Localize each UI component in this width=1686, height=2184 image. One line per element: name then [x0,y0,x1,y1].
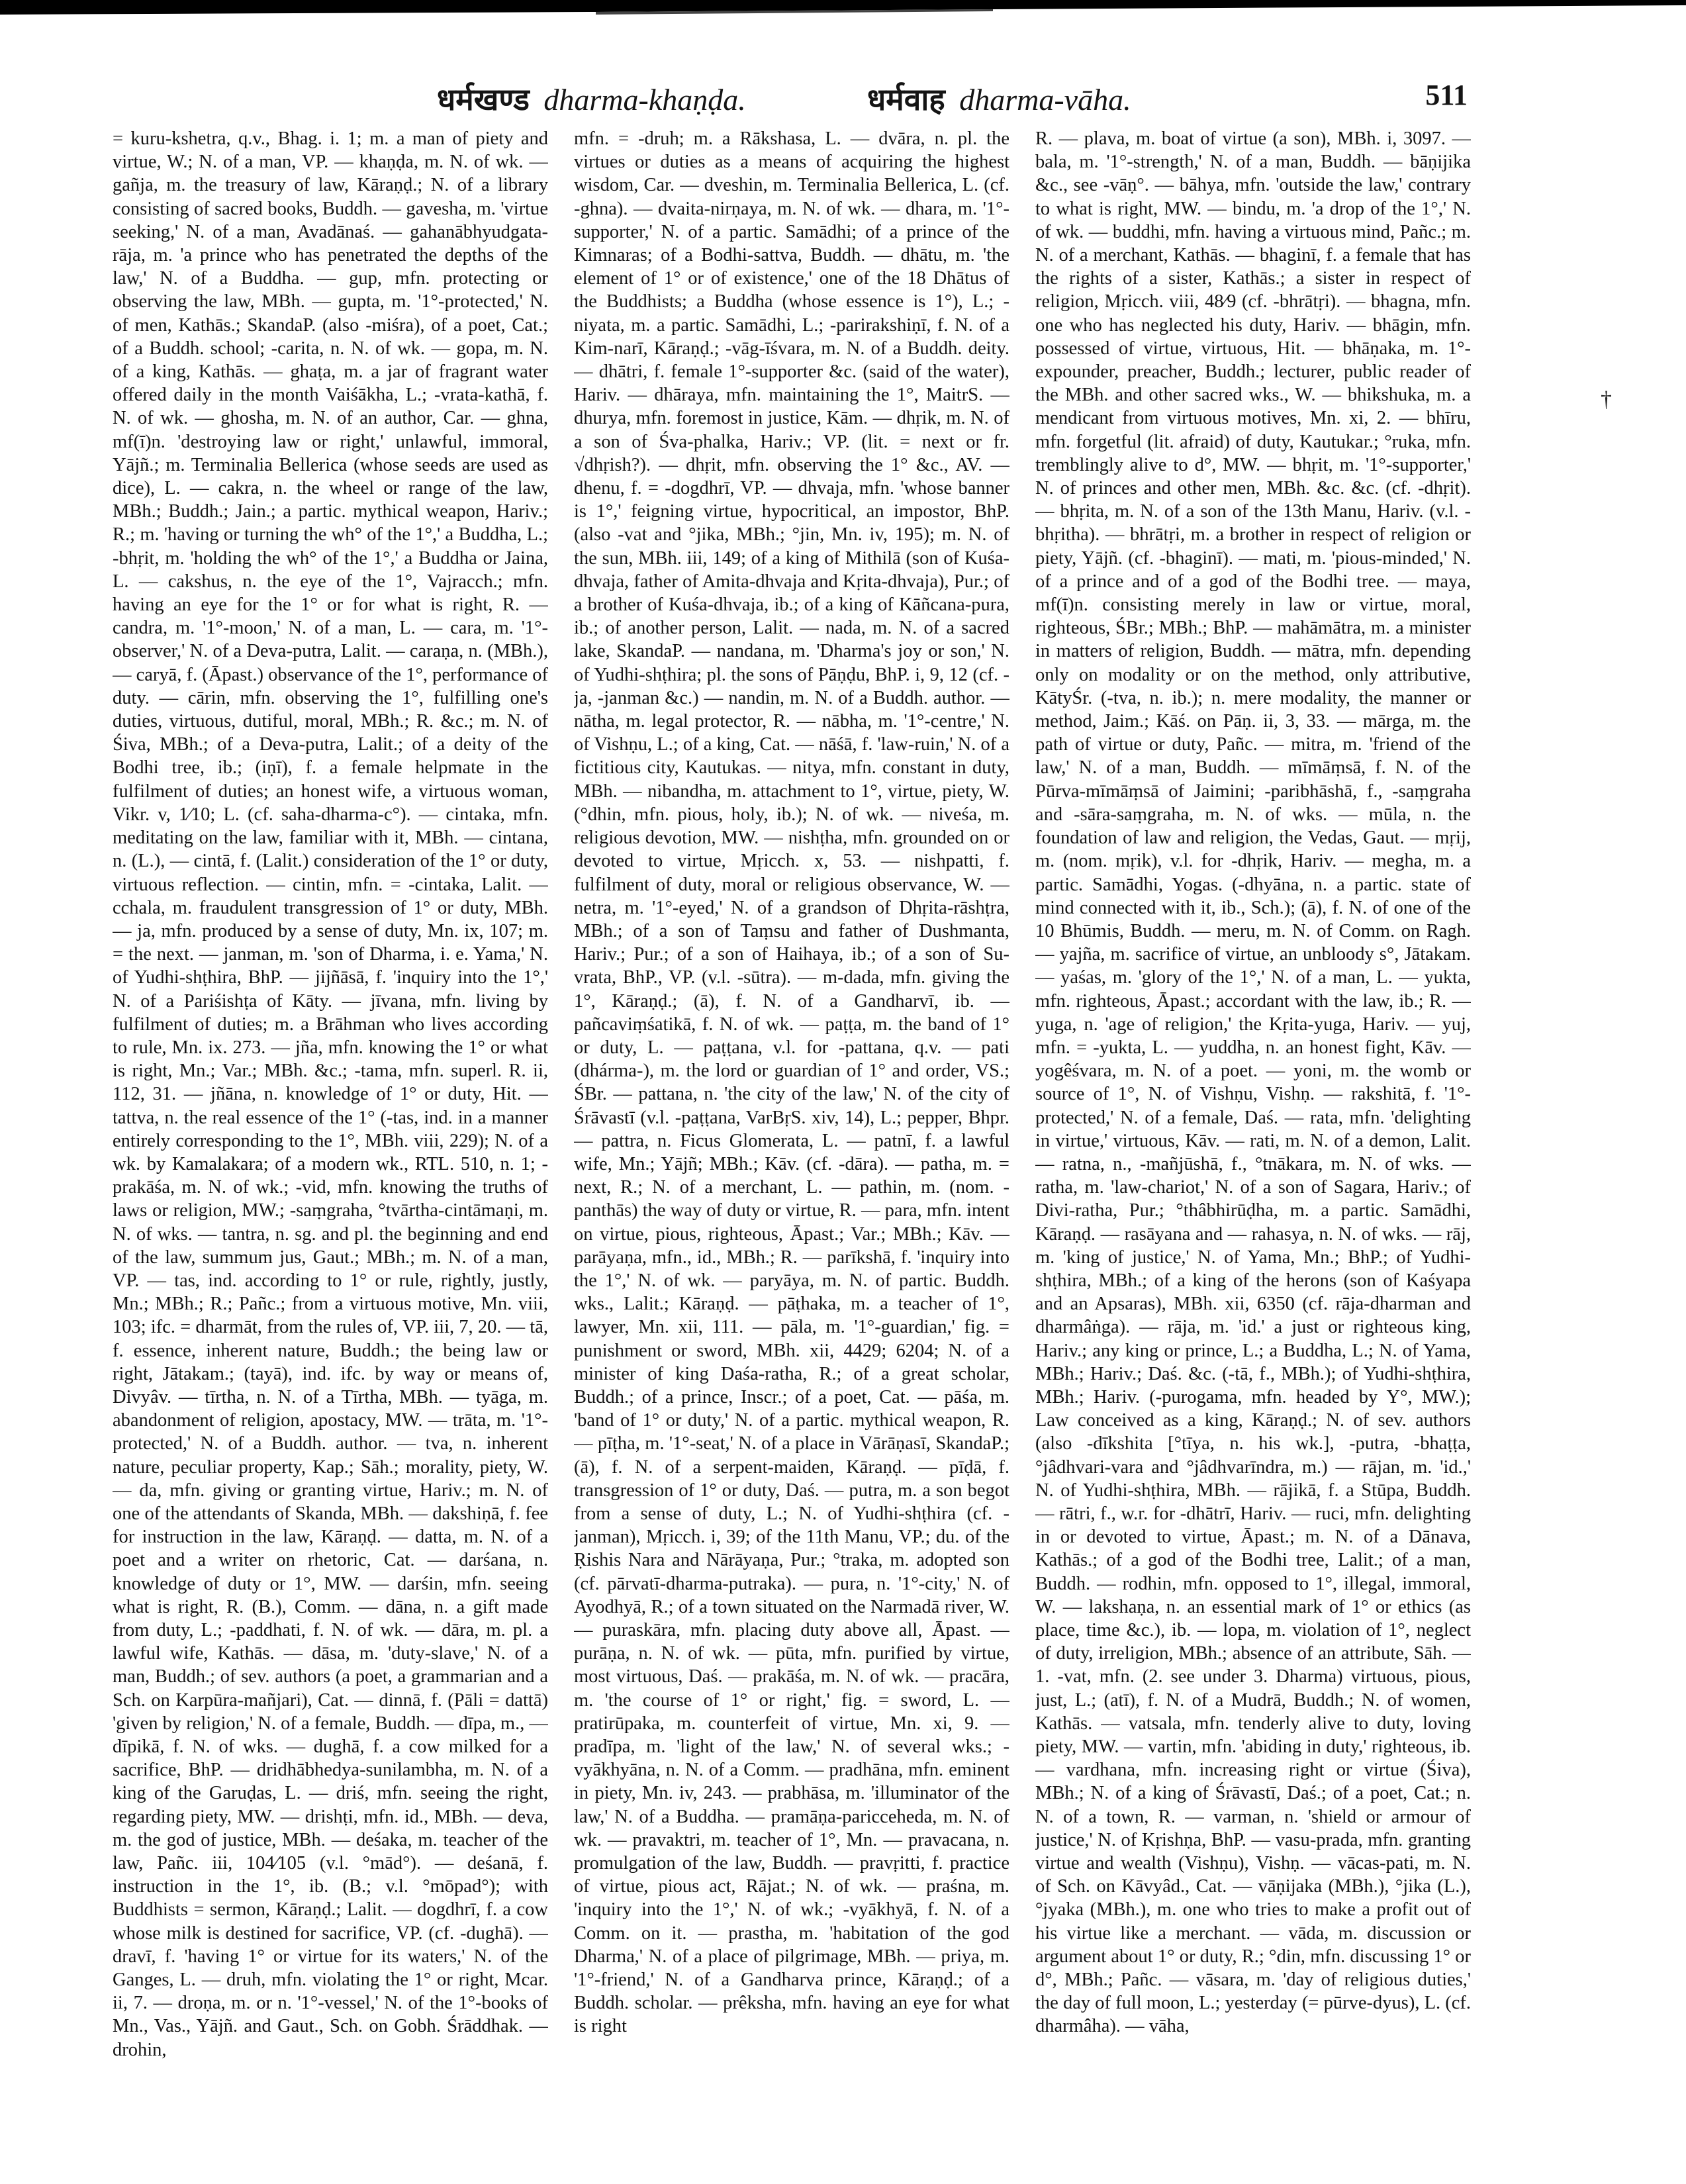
column-2 [574,127,1009,2163]
header-right-headword [867,78,1131,119]
header-left-title: dharma-khaṇḍa. [543,83,746,117]
column-1-text: = kuru-kshetra, q.v., Bhag. i. 1; m. a man of piety and virtue, W.; N. of a man, VP. — khaṇḍa, m. N. of wk. — gañja, m. the treasury of law, Kāraṇḍ.; N. of a library consisting of sacred books, Buddh. — gavesha, m. 'virtue seeking,' N. of a man, Avadānaś. — gahanābhyudgata-rāja, m. 'a prince who has penetrated the depths of the law,' N. of a Buddha. — gup, mfn. protecting or observing the law, MBh. — gupta, m. '1°-protected,' N. of men, Kathās.; SkandaP. (also -miśra), of a poet, Cat.; of a Buddh. school; -carita, n. N. of wk. — gopa, m. N. of a king, Kathās. — ghaṭa, m. a jar of fragrant water offered daily in the month Vaiśākha, L.; -vrata-kathā, f. N. of wk. — ghosha, m. N. of an author, Car. — ghna, mf(ī)n. 'destroying law or right,' unlawful, immoral, Yājñ.; m. Terminalia Bellerica (whose seeds are used as dice), L. — cakra, n. the wheel or range of the law, MBh.; Buddh.; Jain.; a partic. mythical weapon, Hariv.; R.; m. 'having or turning the wh° of the 1°,' a Buddha, L.; -bhṛit, m. 'holding the wh° of the 1°,' a Buddha or Jaina, L. — cakshus, n. the eye of the 1°, Vajracch.; mfn. having an eye for the 1° or for what is right, R. — candra, m. '1°-moon,' N. of a man, L. — cara, m. '1°-observer,' N. of a Deva-putra, Lalit. — caraṇa, n. (MBh.), — caryā, f. (Āpast.) observance of the 1°, performance of duty. — cārin, mfn. observing the 1°, fulfilling one's duties, virtuous, dutiful, moral, MBh.; R. &c.; m. N. of Śiva, MBh.; of a Deva-putra, Lalit.; of a deity of the Bodhi tree, ib.; (iṇī), f. a female helpmate in the fulfilment of duties; an honest wife, a virtuous woman, Vikr. v, 1⁄10; L. (cf. saha-dharma-c°). — cintaka, mfn. meditating on the law, familiar with it, MBh. — cintana, n. (L.), — cintā, f. (Lalit.) consideration of the 1° or duty, virtuous reflection. — cintin, mfn. = -cintaka, Lalit. — cchala, m. fraudulent transgression of 1° or duty, MBh. — ja, mfn. produced by a sense of duty, Mn. ix, 107; m. = the next. — janman, m. 'son of Dharma, i. e. Yama,' N. of Yudhi-shṭhira, BhP. — jijñāsā, f. 'inquiry into the 1°,' N. of a Pariśishṭa of Kāty. — jīvana, mfn. living by fulfilment of duties; m. a Brāhman who lives according to rule, Mn. ix. 273. — jña, mfn. knowing the 1° or what is right, Mn.; Var.; MBh. &c.; -tama, mfn. superl. R. ii, 112, 31. — jñāna, n. knowledge of 1° or duty, Hit. — tattva, n. the real essence of the 1° (-tas, ind. in a manner entirely corresponding to the 1°, MBh. viii, 229); N. of a wk. by Kamalakara; of a modern wk., RTL. 510, n. 1; -prakāśa, m. N. of wk.; -vid, mfn. knowing the truths of laws or religion, MW.; -saṃgraha, °tvārtha-cintāmaṇi, m. N. of wks. — tantra, n. sg. and pl. the beginning and end of the law, summum jus, Gaut.; MBh.; m. N. of a man, VP. — tas, ind. according to 1° or rule, rightly, justly, Mn.; MBh.; R.; Pañc.; from a virtuous motive, Mn. viii, 103; ifc. = dharmāt, from the rules of, VP. iii, 7, 20. — tā, f. essence, inherent nature, Buddh.; the being law or right, Jātakam.; (tayā), ind. ifc. by way or means of, Divyâv. — tīrtha, n. N. of a Tīrtha, MBh. — tyāga, m. abandonment of religion, apostacy, MW. — trāta, m. '1°-protected,' N. of a Buddh. author. — tva, n. inherent nature, peculiar property, Kap.; Sāh.; morality, piety, W. — da, mfn. giving or granting virtue, Hariv.; m. N. of one of the attendants of Skanda, MBh. — dakshiṇā, f. fee for instruction in the law, Kāraṇḍ. — datta, m. N. of a poet and a writer on rhetoric, Cat. — darśana, n. knowledge of duty or 1°, MW. — darśin, mfn. seeing what is right, R. (B.), Comm. — dāna, n. a gift made from duty, L.; -paddhati, f. N. of wk. — dāra, m. pl. a lawful wife, Kathās. — dāsa, m. 'duty-slave,' N. of a man, Buddh.; of sev. authors (a poet, a grammarian and a Sch. on Karpūra-mañjari), Cat. — dinnā, f. (Pāli = dattā) 'given by religion,' N. of a female, Buddh. — dīpa, m., — dīpikā, f. N. of wks. — dughā, f. a cow milked for a sacrifice, BhP. — dridhābhedya-sunilambha, m. N. of a king of the Garuḍas, L. — driś, mfn. seeing the right, regarding piety, MW. — drishṭi, mfn. id., MBh. — deva, m. the god of justice, MBh. — deśaka, m. teacher of the law, Pañc. iii, 104⁄105 (v.l. °mād°). — deśanā, f. instruction in the 1°, ib. (B.; v.l. °mōpad°); with Buddhists = sermon, Kāraṇḍ.; Lalit. — dogdhrī, f. a cow whose milk is destined for sacrifice, VP. (cf. -dughā). — dravī, f. 'having 1° or virtue for its waters,' N. of the Ganges, L. — druh, mfn. violating the 1° or right, Mcar. ii, 7. — droṇa, m. or n. '1°-vessel,' N. of the 1°-books of Mn., Vas., Yājñ. and Gaut., Sch. on Gobh. Śrāddhak. — drohin, [113,128,548,2060]
header-right-devanagari: धर्मवाह [867,81,945,117]
margin-mark: † [1601,387,1612,412]
page-header [113,78,1468,118]
scan-edge-shape [0,0,1686,26]
column-2-text: mfn. = -druh; m. a Rākshasa, L. — dvāra, n. pl. the virtues or duties as a means of acquiring the highest wisdom, Car. — dveshin, m. Terminalia Bellerica, L. (cf. -ghna). — dvaita-nirṇaya, m. N. of wk. — dhara, m. '1°-supporter,' N. of a partic. Samādhi; of a prince of the Kimnaras; of a Bodhi-sattva, Buddh. — dhātu, m. 'the element of 1° or of existence,' one of the 18 Dhātus of the Buddhists; a Buddha (whose essence is 1°), L.; -niyata, m. a partic. Samādhi, L.; -parirakshiṇī, f. N. of a Kim-narī, Kāraṇḍ.; -vāg-īśvara, m. N. of a Buddh. deity. — dhātri, f. female 1°-supporter &c. (said of the water), Hariv. — dhāraya, mfn. maintaining the 1°, MaitrS. — dhurya, mfn. foremost in justice, Kām. — dhṛik, m. N. of a son of Śva-phalka, Hariv.; VP. (lit. = next or fr. √dhṛish?). — dhṛit, mfn. observing the 1° &c., AV. — dhenu, f. = -dogdhrī, VP. — dhvaja, mfn. 'whose banner is 1°,' feigning virtue, hypocritical, an impostor, BhP. (also -vat and °jika, MBh.; °jin, Mn. iv, 195); m. N. of the sun, MBh. iii, 149; of a king of Mithilā (son of Kuśa-dhvaja, father of Amita-dhvaja and Kṛita-dhvaja), Pur.; of a brother of Kuśa-dhvaja, ib.; of a king of Kāñcana-pura, ib.; of another person, Lalit. — nada, m. N. of a sacred lake, SkandaP. — nandana, m. 'Dharma's joy or son,' N. of Yudhi-shṭhira; pl. the sons of Pāṇḍu, BhP. i, 9, 12 (cf. -ja, -janman &c.) — nandin, m. N. of a Buddh. author. — nātha, m. legal protector, R. — nābha, m. '1°-centre,' N. of Vishṇu, L.; of a king, Cat. — nāśā, f. 'law-ruin,' N. of a fictitious city, Kautukas. — nitya, mfn. constant in duty, MBh. — nibandha, m. attachment to 1°, virtue, piety, W. (°dhin, mfn. pious, holy, ib.); N. of wk. — niveśa, m. religious devotion, MW. — nishṭha, mfn. grounded on or devoted to virtue, Mṛicch. x, 53. — nishpatti, f. fulfilment of duty, moral or religious observance, W. — netra, m. '1°-eyed,' N. of a grandson of Dhṛita-rāshṭra, MBh.; of a son of Taṃsu and father of Dushmanta, Hariv.; Pur.; of a son of Haihaya, ib.; of a son of Su-vrata, BhP., VP. (v.l. -sūtra). — m-dada, mfn. giving the 1°, Kāraṇḍ.; (ā), f. N. of a Gandharvī, ib. — pañcaviṃśatikā, f. N. of wk. — paṭṭa, m. the band of 1° or duty, L. — paṭṭana, v.l. for -pattana, q.v. — pati (dhárma-), m. the lord or guardian of 1° and order, VS.; ŚBr. — pattana, n. 'the city of the law,' N. of the city of Śrāvastī (v.l. -paṭṭana, VarBṛS. xiv, 14), L.; pepper, Bhpr. — pattra, n. Ficus Glomerata, L. — patnī, f. a lawful wife, Mn.; Yājñ; MBh.; Kāv. (cf. -dāra). — patha, m. = next, R.; N. of a merchant, L. — pathin, m. (nom. -panthās) the way of duty or virtue, R. — para, mfn. intent on virtue, pious, righteous, Āpast.; Var.; MBh.; Kāv. — parāyaṇa, mfn., id., MBh.; R. — parīkshā, f. 'inquiry into the 1°,' N. of wk. — paryāya, m. N. of partic. Buddh. wks., Lalit.; Kāraṇḍ. — pāṭhaka, m. a teacher of 1°, lawyer, Mn. xii, 111. — pāla, m. '1°-guardian,' fig. = punishment or sword, MBh. xii, 4429; 6204; N. of a minister of king Daśa-ratha, R.; of a great scholar, Buddh.; of a prince, Inscr.; of a poet, Cat. — pāśa, m. 'band of 1° or duty,' N. of a partic. mythical weapon, R. — pīṭha, m. '1°-seat,' N. of a place in Vārāṇasī, SkandaP.; (ā), f. N. of a serpent-maiden, Kāraṇḍ. — pīḍā, f. transgression of 1° or duty, Daś. — putra, m. a son begot from a sense of duty, L.; N. of Yudhi-shṭhira (cf. -janman), Mṛicch. i, 39; of the 11th Manu, VP.; du. of the Ṛishis Nara and Nārāyaṇa, Pur.; °traka, m. adopted son (cf. pārvatī-dharma-putraka). — pura, n. '1°-city,' N. of Ayodhyā, R.; of a town situated on the Narmadā river, W. — puraskāra, mfn. placing duty above all, Āpast. — purāṇa, n. N. of wk. — pūta, mfn. purified by virtue, most virtuous, Daś. — prakāśa, m. N. of wk. — pracāra, m. 'the course of 1° or right,' fig. = sword, L. — pratirūpaka, m. counterfeit of virtue, Mn. xi, 9. — pradīpa, m. 'light of the law,' N. of several wks.; -vyākhyāna, n. N. of a Comm. — pradhāna, mfn. eminent in piety, Mn. iv, 243. — prabhāsa, m. 'illuminator of the law,' N. of a Buddha. — pramāṇa-paricceheda, m. N. of wk. — pravaktri, m. teacher of 1°, Mn. — pravacana, n. promulgation of the law, Buddh. — pravṛitti, f. practice of virtue, pious act, Rājat.; N. of wk. — praśna, m. 'inquiry into the 1°,' N. of wk.; -vyākhyā, f. N. of a Comm. on it. — prastha, m. 'habitation of the god Dharma,' N. of a place of pilgrimage, MBh. — priya, m. '1°-friend,' N. of a Gandharva prince, Kāraṇḍ.; of a Buddh. scholar. — prêksha, mfn. having an eye for what is right [574,128,1009,2037]
column-3-text: R. — plava, m. boat of virtue (a son), MBh. i, 3097. — bala, m. '1°-strength,' N. of a man, Buddh. — bāṇijika &c., see -vāṇ°. — bāhya, mfn. 'outside the law,' contrary to what is right, MW. — bindu, m. 'a drop of the 1°,' N. of wk. — buddhi, mfn. having a virtuous mind, Pañc.; m. N. of a merchant, Kathās. — bhaginī, f. a female that has the rights of a sister, Kathās.; a sister in respect of religion, Mṛicch. viii, 48⁄9 (cf. -bhrātṛi). — bhagna, mfn. one who has neglected his duty, Hariv. — bhāgin, mfn. possessed of virtue, virtuous, Hit. — bhāṇaka, m. 1°-expounder, preacher, Buddh.; lecturer, public reader of the MBh. and other sacred wks., W. — bhikshuka, m. a mendicant from virtuous motives, Mn. xi, 2. — bhīru, mfn. forgetful (lit. afraid) of duty, Kautukar.; °ruka, mfn. tremblingly alive to d°, MW. — bhṛit, m. '1°-supporter,' N. of princes and other men, MBh. &c. &c. (cf. -dhṛit). — bhṛita, m. N. of a son of the 13th Manu, Hariv. (v.l. -bhṛitha). — bhrātṛi, m. a brother in respect of religion or piety, Yājñ. (cf. -bhaginī). — mati, m. 'pious-minded,' N. of a prince and of a god of the Bodhi tree. — maya, mf(ī)n. consisting merely in law or virtue, moral, righteous, ŚBr.; MBh.; BhP. — mahāmātra, m. a minister in matters of religion, Buddh. — mātra, mfn. depending only on modality or on the method, only attributive, KātyŚr. (-tva, n. ib.); n. mere modality, the manner or method, Jaim.; Kāś. on Pāṇ. ii, 3, 33. — mārga, m. the path of virtue or duty, Pañc. — mitra, m. 'friend of the law,' N. of a man, Buddh. — mīmāṃsā, f. N. of the Pūrva-mīmāṃsā of Jaimini; -paribhāshā, f., -saṃgraha and -sāra-saṃgraha, m. N. of wks. — mūla, n. the foundation of law and religion, the Vedas, Gaut. — mṛij, m. (nom. mṛik), v.l. for -dhṛik, Hariv. — megha, m. a partic. Samādhi, Yogas. (-dhyāna, n. a partic. state of mind connected with it, ib., Sch.); (ā), f. N. of one of the 10 Bhūmis, Buddh. — meru, m. N. of Comm. on Ragh. — yajña, m. sacrifice of virtue, an unbloody s°, Jātakam. — yaśas, m. 'glory of the 1°,' N. of a man, L. — yukta, mfn. righteous, Āpast.; accordant with the law, ib.; R. — yuga, n. 'age of religion,' the Kṛita-yuga, Hariv. — yuj, mfn. = -yukta, L. — yuddha, n. an honest fight, Kāv. — yogêśvara, m. N. of a poet. — yoni, m. the womb or source of 1°, N. of Vishṇu, Vishṇ. — rakshitā, f. '1°-protected,' N. of a female, Daś. — rata, mfn. 'delighting in virtue,' virtuous, Kāv. — rati, m. N. of a demon, Lalit. — ratna, n., -mañjūshā, f., °tnākara, m. N. of wks. — ratha, m. 'law-chariot,' N. of a son of Sagara, Hariv.; of Divi-ratha, Pur.; °thâbhirūḍha, m. a partic. Samādhi, Kāraṇḍ. — rasāyana and — rahasya, n. N. of wks. — rāj, m. 'king of justice,' N. of Yama, Mn.; BhP.; of Yudhi-shṭhira, MBh.; of a king of the herons (son of Kaśyapa and an Apsaras), MBh. xii, 6350 (cf. rāja-dharman and dharmâṅga). — rāja, m. 'id.' a just or righteous king, Hariv.; any king or prince, L.; a Buddha, L.; N. of Yama, MBh.; Hariv.; Daś. &c. (-tā, f., MBh.); of Yudhi-shṭhira, MBh.; Hariv. (-purogama, mfn. headed by Y°, MW.); Law conceived as a king, Kāraṇḍ.; N. of sev. authors (also -dīkshita [°tīya, n. his wk.], -putra, -bhaṭṭa, °jâdhvari-vara and °jâdhvarīndra, m.) — rājan, m. 'id.,' N. of Yudhi-shṭhira, MBh. — rājikā, f. a Stūpa, Buddh. — rātri, f., w.r. for -dhātrī, Hariv. — ruci, mfn. delighting in or devoted to virtue, Āpast.; m. N. of a Dānava, Kathās.; of a god of the Bodhi tree, Lalit.; of a man, Buddh. — rodhin, mfn. opposed to 1°, illegal, immoral, W. — lakshaṇa, n. an essential mark of 1° or ethics (as place, time &c.), ib. — lopa, m. violation of 1°, neglect of duty, irreligion, MBh.; absence of an attribute, Sāh. — 1. -vat, mfn. (2. see under 3. Dharma) virtuous, pious, just, L.; (atī), f. N. of a Mudrā, Buddh.; N. of women, Kathās. — vatsala, mfn. tenderly alive to duty, loving piety, MW. — vartin, mfn. 'abiding in duty,' righteous, ib. — vardhana, mfn. increasing right or virtue (Śiva), MBh.; N. of a king of Śrāvastī, Daś.; of a poet, Cat.; n. N. of a town, R. — varman, n. 'shield or armour of justice,' N. of Kṛishṇa, BhP. — vasu-prada, mfn. granting virtue and wealth (Vishṇu), Vishṇ. — vācas-pati, m. N. of Sch. on Kāvyâd., Cat. — vāṇijaka (MBh.), °jika (L.), °jyaka (MBh.), m. one who tries to make a profit out of his virtue like a merchant. — vāda, m. discussion or argument about 1° or duty, R.; °din, mfn. discussing 1° or d°, MBh.; Pañc. — vāsara, m. 'day of religious duties,' the day of full moon, L.; yesterday (= pūrve-dyus), L. (cf. dharmâha). — vāha, [1035,128,1471,2037]
column-3 [1035,127,1471,2163]
scan-top-edge [0,0,1686,26]
dictionary-columns [113,127,1471,2163]
column-1 [113,127,548,2163]
header-left-devanagari: धर्मखण्ड [437,81,530,117]
page-number: 511 [1425,79,1468,111]
header-left-headword [437,78,746,119]
header-right-title: dharma-vāha. [959,83,1131,117]
